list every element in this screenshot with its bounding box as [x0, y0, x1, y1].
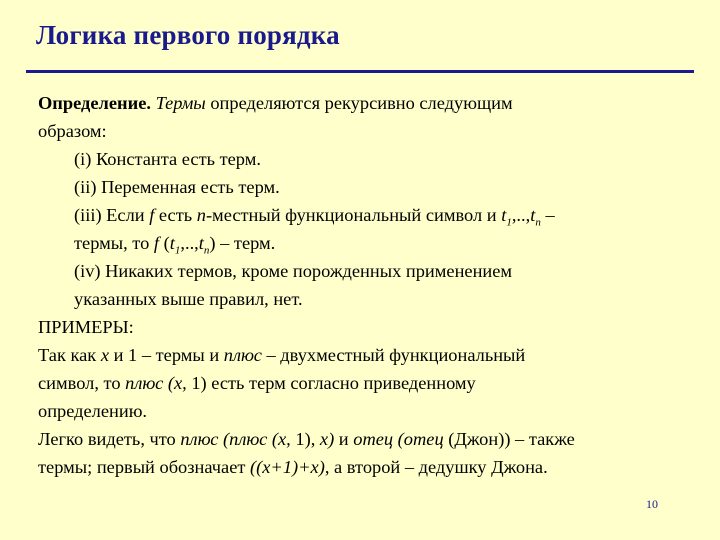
rule-ii: (ii) Переменная есть терм. — [74, 177, 280, 197]
title-underline — [26, 70, 694, 73]
example-2-line-2: термы; первый обозначает ((x+1)+x), а второй – дедушку Джона. — [38, 457, 548, 477]
examples-header: ПРИМЕРЫ: — [38, 317, 134, 337]
example-2-line-1: Легко видеть, что плюс (плюс (x, 1), x) и отец (отец (Джон)) – также — [38, 429, 575, 449]
definition-line: Определение. Термы определяются рекурсивно следующим — [38, 93, 513, 113]
rule-iii: (iii) Если f есть n-местный функциональный символ и $t_1,..,t_n$ – — [74, 205, 555, 229]
rule-i: (i) Константа есть терм. — [74, 149, 261, 169]
definition-line-2: образом: — [38, 121, 107, 141]
rule-iv: (iv) Никаких термов, кроме порожденных применением — [74, 261, 513, 281]
page-number: 10 — [646, 497, 658, 511]
definition-label: Определение. — [38, 93, 151, 113]
slide-title: Логика первого порядка — [36, 20, 340, 50]
rule-iv-continued: указанных выше правил, нет. — [74, 289, 303, 309]
rule-iii-continued: термы, то f $(t_1,..,t_n)$ – терм. — [74, 233, 276, 257]
example-1-line-3: определению. — [38, 401, 148, 421]
terms-word: Термы — [155, 93, 206, 113]
slide-body — [38, 89, 708, 481]
example-1-line-1: Так как x и 1 – термы и плюс – двухместный функциональный — [38, 345, 526, 365]
example-1-line-2: символ, то плюс (x, 1) есть терм согласно приведенному — [38, 373, 476, 393]
